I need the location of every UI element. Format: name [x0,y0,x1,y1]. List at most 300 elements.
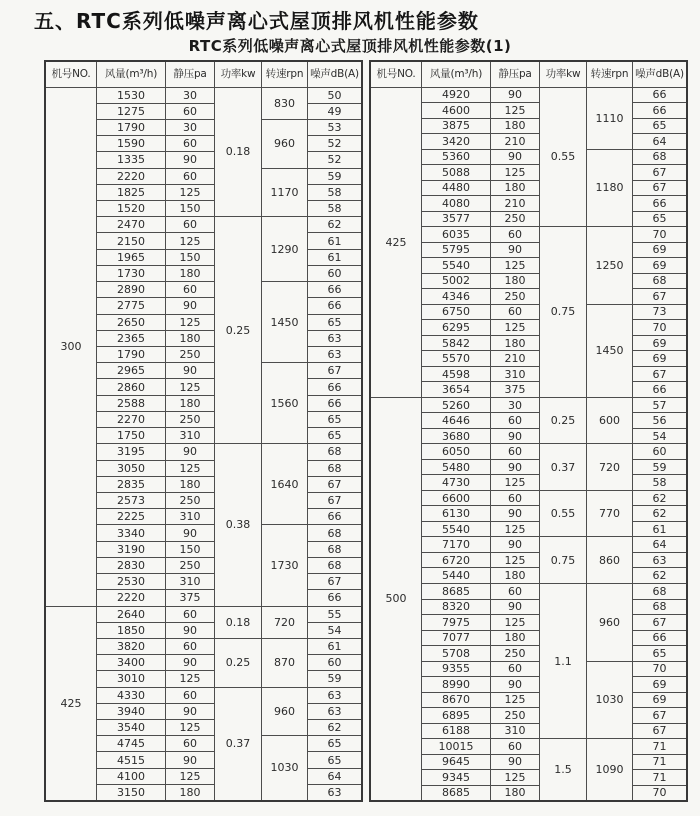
flow-cell: 1825 [97,184,166,200]
noise-cell: 65 [308,411,363,427]
pressure-cell: 180 [491,785,540,801]
flow-cell: 7077 [422,630,491,646]
noise-cell: 70 [633,320,688,336]
flow-cell: 4745 [97,736,166,752]
noise-cell: 67 [633,366,688,382]
flow-cell: 4100 [97,768,166,784]
speed-cell: 1030 [262,736,308,801]
flow-cell: 5795 [422,242,491,258]
flow-cell: 5480 [422,459,491,475]
pressure-cell: 180 [166,476,215,492]
noise-cell: 66 [308,509,363,525]
column-header-pressure: 静压pa [491,61,540,87]
flow-cell: 5842 [422,335,491,351]
speed-cell: 770 [587,490,633,537]
flow-cell: 5002 [422,273,491,289]
pressure-cell: 125 [491,103,540,119]
pressure-cell: 90 [491,599,540,615]
power-cell: 0.38 [215,444,262,606]
flow-cell: 2225 [97,509,166,525]
noise-cell: 52 [308,136,363,152]
noise-cell: 66 [633,103,688,119]
noise-cell: 69 [633,335,688,351]
speed-cell: 1730 [262,525,308,606]
speed-cell: 720 [262,606,308,638]
flow-cell: 7170 [422,537,491,553]
speed-cell: 1450 [262,282,308,363]
flow-cell: 1335 [97,152,166,168]
flow-cell: 3820 [97,638,166,654]
power-cell: 0.37 [215,687,262,801]
pressure-cell: 60 [491,490,540,506]
flow-cell: 5088 [422,165,491,181]
noise-cell: 59 [308,168,363,184]
pressure-cell: 90 [166,444,215,460]
flow-cell: 3420 [422,134,491,150]
pressure-cell: 180 [166,330,215,346]
pressure-cell: 150 [166,249,215,265]
noise-cell: 70 [633,227,688,243]
machine-no-cell: 425 [370,87,422,397]
flow-cell: 4646 [422,413,491,429]
pressure-cell: 90 [166,655,215,671]
pressure-cell: 125 [166,233,215,249]
column-header-noise: 噪声dB(A) [308,61,363,87]
speed-cell: 870 [262,638,308,687]
noise-cell: 63 [633,552,688,568]
noise-cell: 65 [308,752,363,768]
machine-no-cell: 500 [370,397,422,800]
noise-cell: 60 [308,265,363,281]
pressure-cell: 90 [491,459,540,475]
page-title: 五、RTC系列低噪声离心式屋顶排风机性能参数 [34,9,479,33]
noise-cell: 56 [633,413,688,429]
pressure-cell: 90 [166,525,215,541]
pressure-cell: 180 [491,273,540,289]
pressure-cell: 125 [491,320,540,336]
pressure-cell: 250 [166,557,215,573]
pressure-cell: 60 [166,282,215,298]
noise-cell: 67 [633,289,688,305]
pressure-cell: 60 [491,227,540,243]
noise-cell: 62 [633,490,688,506]
noise-cell: 71 [633,754,688,770]
speed-cell: 860 [587,537,633,584]
pressure-cell: 310 [166,509,215,525]
machine-no-cell: 300 [45,87,97,606]
flow-cell: 6600 [422,490,491,506]
column-header-machine-no: 机号NO. [45,61,97,87]
speed-cell: 720 [587,444,633,491]
column-header-power: 功率kw [215,61,262,87]
noise-cell: 67 [308,492,363,508]
flow-cell: 5360 [422,149,491,165]
power-cell: 0.75 [540,537,587,584]
flow-cell: 4346 [422,289,491,305]
flow-cell: 4730 [422,475,491,491]
pressure-cell: 30 [166,119,215,135]
pressure-cell: 90 [491,754,540,770]
noise-cell: 69 [633,351,688,367]
noise-cell: 66 [633,630,688,646]
flow-cell: 2470 [97,217,166,233]
noise-cell: 67 [308,363,363,379]
noise-cell: 53 [308,119,363,135]
table-body [45,87,362,801]
flow-cell: 4600 [422,103,491,119]
flow-cell: 5708 [422,646,491,662]
pressure-cell: 210 [491,351,540,367]
flow-cell: 5440 [422,568,491,584]
flow-cell: 2650 [97,314,166,330]
flow-cell: 1790 [97,119,166,135]
pressure-cell: 60 [166,168,215,184]
pressure-cell: 125 [166,720,215,736]
pressure-cell: 125 [491,258,540,274]
pressure-cell: 180 [166,784,215,800]
pressure-cell: 125 [491,692,540,708]
pressure-cell: 60 [166,687,215,703]
noise-cell: 59 [308,671,363,687]
flow-cell: 1275 [97,103,166,119]
pressure-cell: 250 [166,347,215,363]
noise-cell: 66 [308,298,363,314]
noise-cell: 61 [308,638,363,654]
flow-cell: 8670 [422,692,491,708]
flow-cell: 6895 [422,708,491,724]
noise-cell: 66 [633,382,688,398]
noise-cell: 68 [633,149,688,165]
pressure-cell: 310 [491,366,540,382]
flow-cell: 2588 [97,395,166,411]
noise-cell: 67 [308,476,363,492]
pressure-cell: 210 [491,196,540,212]
flow-cell: 8685 [422,785,491,801]
pressure-cell: 150 [166,201,215,217]
noise-cell: 62 [308,720,363,736]
pressure-cell: 60 [491,413,540,429]
noise-cell: 62 [308,217,363,233]
power-cell: 0.37 [540,444,587,491]
noise-cell: 67 [633,615,688,631]
flow-cell: 6050 [422,444,491,460]
speed-cell: 1090 [587,739,633,801]
noise-cell: 68 [308,460,363,476]
power-cell: 1.1 [540,584,587,739]
noise-cell: 58 [308,184,363,200]
flow-cell: 3340 [97,525,166,541]
pressure-cell: 90 [166,298,215,314]
flow-cell: 6750 [422,304,491,320]
flow-cell: 8990 [422,677,491,693]
pressure-cell: 180 [491,630,540,646]
pressure-cell: 90 [166,703,215,719]
noise-cell: 69 [633,242,688,258]
noise-cell: 68 [308,541,363,557]
pressure-cell: 60 [166,217,215,233]
flow-cell: 1530 [97,87,166,103]
noise-cell: 68 [308,525,363,541]
noise-cell: 49 [308,103,363,119]
flow-cell: 2640 [97,606,166,622]
pressure-cell: 125 [166,379,215,395]
flow-cell: 4080 [422,196,491,212]
pressure-cell: 90 [491,677,540,693]
speed-cell: 960 [262,119,308,168]
flow-cell: 1590 [97,136,166,152]
noise-cell: 50 [308,87,363,103]
pressure-cell: 60 [166,136,215,152]
noise-cell: 58 [308,201,363,217]
flow-cell: 5540 [422,258,491,274]
noise-cell: 67 [633,723,688,739]
power-cell: 0.55 [540,490,587,537]
noise-cell: 69 [633,692,688,708]
flow-cell: 3577 [422,211,491,227]
noise-cell: 64 [633,537,688,553]
pressure-cell: 125 [166,768,215,784]
flow-cell: 4480 [422,180,491,196]
flow-cell: 2775 [97,298,166,314]
table-body [370,87,687,801]
pressure-cell: 90 [491,149,540,165]
pressure-cell: 125 [491,475,540,491]
flow-cell: 2270 [97,411,166,427]
noise-cell: 71 [633,739,688,755]
pressure-cell: 125 [491,770,540,786]
power-cell: 1.5 [540,739,587,801]
power-cell: 0.25 [540,397,587,444]
noise-cell: 62 [633,568,688,584]
noise-cell: 71 [633,770,688,786]
noise-cell: 67 [308,574,363,590]
flow-cell: 2220 [97,168,166,184]
flow-cell: 3940 [97,703,166,719]
pressure-cell: 180 [491,180,540,196]
flow-cell: 10015 [422,739,491,755]
pressure-cell: 60 [166,638,215,654]
column-header-machine-no: 机号NO. [370,61,422,87]
column-header-power: 功率kw [540,61,587,87]
flow-cell: 2830 [97,557,166,573]
flow-cell: 1520 [97,201,166,217]
flow-cell: 3195 [97,444,166,460]
pressure-cell: 250 [491,708,540,724]
flow-cell: 6188 [422,723,491,739]
column-header-speed: 转速rpn [262,61,308,87]
noise-cell: 67 [633,180,688,196]
pressure-cell: 180 [166,395,215,411]
flow-cell: 4330 [97,687,166,703]
noise-cell: 65 [308,428,363,444]
pressure-cell: 90 [166,152,215,168]
flow-cell: 8320 [422,599,491,615]
pressure-cell: 250 [166,411,215,427]
speed-cell: 1290 [262,217,308,282]
flow-cell: 2220 [97,590,166,606]
pressure-cell: 180 [491,335,540,351]
noise-cell: 66 [308,379,363,395]
pressure-cell: 310 [166,428,215,444]
noise-cell: 68 [633,584,688,600]
pressure-cell: 30 [166,87,215,103]
noise-cell: 55 [308,606,363,622]
pressure-cell: 90 [491,242,540,258]
flow-cell: 3010 [97,671,166,687]
flow-cell: 8685 [422,584,491,600]
pressure-cell: 60 [491,584,540,600]
pressure-cell: 90 [491,428,540,444]
pressure-cell: 180 [491,568,540,584]
power-cell: 0.18 [215,606,262,638]
pressure-cell: 90 [166,363,215,379]
flow-cell: 4920 [422,87,491,103]
noise-cell: 61 [308,233,363,249]
column-header-noise: 噪声dB(A) [633,61,688,87]
flow-cell: 4515 [97,752,166,768]
noise-cell: 65 [308,736,363,752]
pressure-cell: 375 [491,382,540,398]
pressure-cell: 180 [166,265,215,281]
noise-cell: 61 [633,521,688,537]
pressure-cell: 60 [166,103,215,119]
flow-cell: 1790 [97,347,166,363]
flow-cell: 3150 [97,784,166,800]
pressure-cell: 60 [491,304,540,320]
noise-cell: 63 [308,330,363,346]
flow-cell: 9345 [422,770,491,786]
pressure-cell: 60 [491,444,540,460]
flow-cell: 3540 [97,720,166,736]
spec-row [45,87,362,103]
header-row [45,61,362,87]
pressure-cell: 90 [166,622,215,638]
pressure-cell: 90 [166,752,215,768]
power-cell: 0.55 [540,87,587,227]
flow-cell: 2835 [97,476,166,492]
noise-cell: 70 [633,661,688,677]
noise-cell: 64 [308,768,363,784]
flow-cell: 3654 [422,382,491,398]
noise-cell: 67 [633,165,688,181]
pressure-cell: 60 [166,606,215,622]
pressure-cell: 310 [166,574,215,590]
flow-cell: 2530 [97,574,166,590]
flow-cell: 7975 [422,615,491,631]
pressure-cell: 60 [491,739,540,755]
pressure-cell: 310 [491,723,540,739]
noise-cell: 58 [633,475,688,491]
flow-cell: 4598 [422,366,491,382]
noise-cell: 63 [308,347,363,363]
noise-cell: 65 [308,314,363,330]
power-cell: 0.75 [540,227,587,398]
noise-cell: 65 [633,211,688,227]
pressure-cell: 125 [166,314,215,330]
pressure-cell: 90 [491,87,540,103]
pressure-cell: 90 [491,537,540,553]
table-title: RTC系列低噪声离心式屋顶排风机性能参数(1) [188,37,512,55]
flow-cell: 2365 [97,330,166,346]
noise-cell: 62 [633,506,688,522]
speed-cell: 1030 [587,661,633,739]
speed-cell: 600 [587,397,633,444]
pressure-cell: 180 [491,118,540,134]
noise-cell: 66 [308,395,363,411]
flow-cell: 5540 [422,521,491,537]
noise-cell: 68 [633,273,688,289]
flow-cell: 3050 [97,460,166,476]
flow-cell: 9645 [422,754,491,770]
noise-cell: 54 [633,428,688,444]
flow-cell: 6720 [422,552,491,568]
pressure-cell: 125 [491,165,540,181]
spec-table-right [369,60,688,802]
noise-cell: 63 [308,784,363,800]
flow-cell: 1730 [97,265,166,281]
flow-cell: 6130 [422,506,491,522]
machine-no-cell: 425 [45,606,97,801]
noise-cell: 66 [308,282,363,298]
noise-cell: 64 [633,134,688,150]
pressure-cell: 125 [491,615,540,631]
noise-cell: 69 [633,258,688,274]
noise-cell: 61 [308,249,363,265]
noise-cell: 67 [633,708,688,724]
column-header-speed: 转速rpn [587,61,633,87]
speed-cell: 1450 [587,304,633,397]
noise-cell: 68 [308,444,363,460]
noise-cell: 68 [308,557,363,573]
noise-cell: 66 [633,87,688,103]
noise-cell: 68 [633,599,688,615]
flow-cell: 1965 [97,249,166,265]
speed-cell: 960 [262,687,308,736]
pressure-cell: 150 [166,541,215,557]
speed-cell: 830 [262,87,308,119]
flow-cell: 3400 [97,655,166,671]
header-row [370,61,687,87]
pressure-cell: 90 [491,506,540,522]
flow-cell: 6295 [422,320,491,336]
noise-cell: 66 [633,196,688,212]
noise-cell: 52 [308,152,363,168]
pressure-cell: 125 [166,184,215,200]
pressure-cell: 30 [491,397,540,413]
spec-row [370,397,687,413]
noise-cell: 57 [633,397,688,413]
speed-cell: 1110 [587,87,633,149]
flow-cell: 2150 [97,233,166,249]
spec-table-left [44,60,363,802]
pressure-cell: 60 [166,736,215,752]
flow-cell: 3875 [422,118,491,134]
pressure-cell: 375 [166,590,215,606]
pressure-cell: 250 [491,211,540,227]
flow-cell: 5570 [422,351,491,367]
speed-cell: 1250 [587,227,633,305]
flow-cell: 1750 [97,428,166,444]
flow-cell: 2965 [97,363,166,379]
flow-cell: 3190 [97,541,166,557]
noise-cell: 65 [633,118,688,134]
pressure-cell: 250 [491,289,540,305]
pressure-cell: 250 [166,492,215,508]
flow-cell: 5260 [422,397,491,413]
flow-cell: 6035 [422,227,491,243]
column-header-flow: 风量(m³/h) [422,61,491,87]
flow-cell: 9355 [422,661,491,677]
